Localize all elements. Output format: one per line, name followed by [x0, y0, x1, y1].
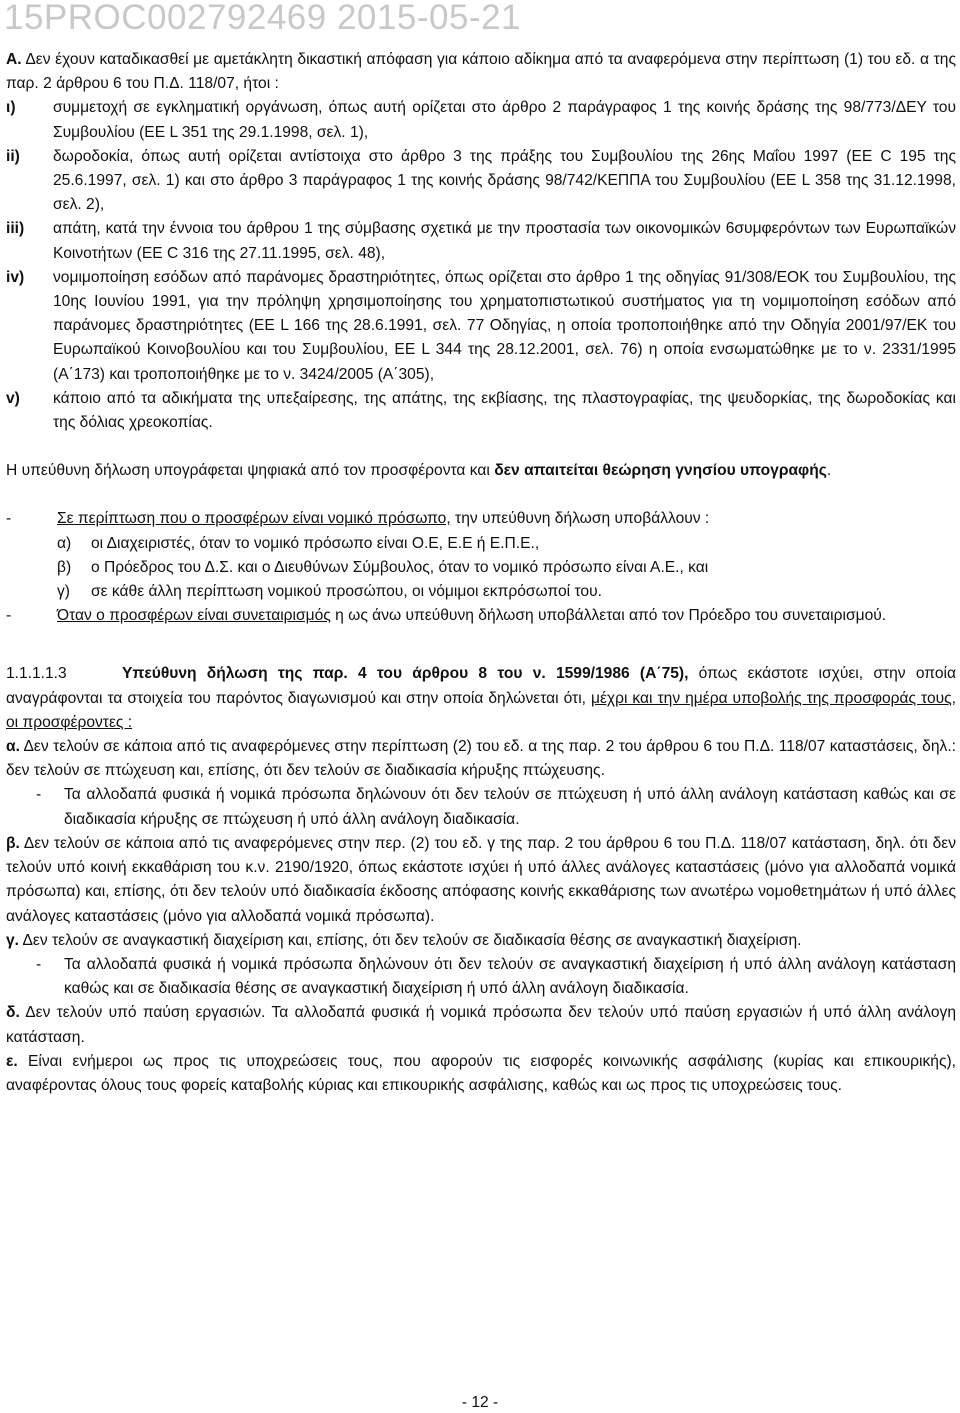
offence-list	[6, 96, 956, 435]
offence-item	[6, 145, 956, 218]
signatory-item	[6, 532, 956, 556]
offence-text: κάποιο από τα αδικήματα της υπεξαίρεσης, της απάτης, της εκβίασης, της πλαστογραφίας, της ψευδορκίας, της δωροδοκίας και της δόλιας χρεοκοπίας.	[53, 389, 956, 432]
point-letter: δ.	[6, 1004, 20, 1022]
signature-note-end: .	[826, 462, 832, 480]
offence-item	[6, 217, 956, 265]
offence-number: ι)	[6, 99, 16, 117]
legal-entity-clause	[6, 507, 956, 531]
legal-entity-underlined: Σε περίπτωση που ο προσφέρων είναι νομικό πρόσωπο,	[57, 510, 451, 528]
section-a-intro	[6, 48, 956, 96]
point-a-foreign	[6, 783, 956, 831]
section-heading-bold: Υπεύθυνη δήλωση της παρ. 4 του άρθρου 8 του ν. 1599/1986 (Α΄75),	[122, 665, 689, 683]
list-dash: -	[36, 955, 42, 973]
point-letter: ε.	[6, 1052, 18, 1070]
list-dash: -	[6, 607, 12, 625]
point-b	[6, 832, 956, 929]
signatory-text: σε κάθε άλλη περίπτωση νομικού προσώπου, οι νόμιμοι εκπρόσωποί του.	[91, 583, 602, 601]
offence-number: iii)	[6, 220, 25, 238]
page-number: - 12 -	[461, 1394, 499, 1411]
offence-text: απάτη, κατά την έννοια του άρθρου 1 της σύμβασης σχετικά με την προστασία των οικονομικών 6συμφερόντων των Ευρωπαϊκών Κοινοτήτων (ΕΕ C 316 της 27.11.1995, σελ. 48),	[53, 220, 956, 262]
offence-item	[6, 96, 956, 144]
point-letter: α.	[6, 738, 20, 756]
signatory-item	[6, 556, 956, 580]
signature-note	[6, 459, 956, 483]
point-e	[6, 1050, 956, 1098]
point-text: Δεν τελούν υπό παύση εργασιών. Τα αλλοδαπά φυσικά ή νομικά πρόσωπα δεν τελούν υπό παύση εργασιών ή υπό άλλη ανάλογη κατάσταση.	[6, 1004, 956, 1046]
point-sub-text: Τα αλλοδαπά φυσικά ή νομικά πρόσωπα δηλώνουν ότι δεν τελούν σε πτώχευση ή υπό άλλη ανάλογη κατάσταση καθώς και σε διαδικασία κήρυξης σε πτώχευση ή υπό άλλη ανάλογη διαδικασία.	[64, 786, 956, 828]
point-text: Δεν τελούν σε αναγκαστική διαχείριση και, επίσης, ότι δεν τελούν σε διαδικασία θέσης σε αναγκαστική διαχείριση.	[19, 931, 802, 949]
signatory-letter: β)	[57, 558, 72, 576]
point-c	[6, 929, 956, 953]
signature-note-bold: δεν απαιτείται θεώρηση γνησίου υπογραφής	[494, 462, 827, 480]
point-letter: β.	[6, 834, 20, 852]
point-a	[6, 735, 956, 783]
signatory-item	[6, 580, 956, 604]
point-sub-text: Τα αλλοδαπά φυσικά ή νομικά πρόσωπα δηλώνουν ότι δεν τελούν σε αναγκαστική διαχείριση ή υπό άλλη ανάλογη κατάσταση καθώς και σε διαδικασία θέσης σε αναγκαστική διαχείριση ή υπό άλλη ανάλογη διαδικασία.	[64, 955, 956, 998]
cooperative-text: η ως άνω υπεύθυνη δήλωση υποβάλλεται από τον Πρόεδρο του συνεταιρισμού.	[330, 607, 887, 625]
section-number: 1.1.1.1.3	[6, 665, 67, 683]
section-a-lead: Α.	[6, 51, 22, 68]
point-text: Δεν τελούν σε κάποια από τις αναφερόμενες στην περίπτωση (2) του εδ. α της παρ. 2 του άρθρου 6 του Π.Δ. 118/07 καταστάσεις, δηλ.: δεν τελούν σε πτώχευση και, επίσης, ότι δεν τελούν σε διαδικασία κήρυξης πτώχευσης.	[6, 738, 956, 780]
section-a-text: Δεν έχουν καταδικασθεί με αμετάκλητη δικαστική απόφαση για κάποιο αδίκημα από τα αναφερόμενα στην περίπτωση (1) του εδ. α της παρ. 2 άρθρου 6 του Π.Δ. 118/07, ήτοι :	[6, 51, 956, 93]
point-text: Δεν τελούν σε κάποια από τις αναφερόμενες στην περ. (2) του εδ. γ της παρ. 2 του άρθρου 6 του Π.Δ. 118/07 κατάσταση, δηλ. ότι δεν τελούν υπό κοινή εκκαθάριση του κ.ν. 2190/1920, όπως εκάστοτε ισχύει ή υπό άλλες ανάλογες καταστάσεις (μόνο για αλλοδαπά νομικά πρόσωπα) και, επίσης, ότι δεν τελούν υπό διαδικασία έκδοσης απόφασης κοινής εκκαθάρισης των ανωτέρω νομοθετημάτων ή υπό άλλες ανάλογες καταστάσεις (μόνο για αλλοδαπά νομικά πρόσωπα).	[6, 834, 956, 925]
offence-text: νομιμοποίηση εσόδων από παράνομες δραστηριότητες, όπως ορίζεται στο άρθρο 1 της οδηγίας 91/308/ΕΟΚ του Συμβουλίου, της 10ης Ιουνίου 1991, για την πρόληψη χρησιμοποίησης του χρηματοπιστωτικού συστήματος για τη νομιμοποίηση εσόδων από παράνομες δραστηριότητες (ΕΕ L 166 της 28.6.1991, σελ. 77 Οδηγίας, η οποία τροποποιήθηκε από την Οδηγία 2001/97/ΕΚ του Ευρωπαϊκού Κοινοβουλίου και του Συμβουλίου, ΕΕ L 344 της 28.12.2001, σελ. 76) η οποία ενσωματώθηκε με το ν. 2331/1995 (Α΄173) και τροποποιήθηκε με το ν. 3424/2005 (Α΄305),	[53, 268, 956, 383]
section-heading	[6, 662, 956, 735]
signatory-letter: γ)	[57, 583, 70, 601]
point-d	[6, 1001, 956, 1049]
signature-note-text: Η υπεύθυνη δήλωση υπογράφεται ψηφιακά από τον προσφέροντα και	[6, 462, 495, 480]
section-heading-underlined: μέχρι και την ημέρα υποβολής της προσφοράς τους, οι προσφέροντες :	[6, 689, 956, 731]
offence-item	[6, 387, 956, 435]
cooperative-underlined: Όταν ο προσφέρων είναι συνεταιρισμός	[57, 607, 331, 625]
document-watermark: 15PROC002792469 2015-05-21	[4, 0, 521, 37]
point-text: Είναι ενήμεροι ως προς τις υποχρεώσεις τους, που αφορούν τις εισφορές κοινωνικής ασφάλισης (κυρίας και επικουρικής), αναφέροντας όλους τους φορείς καταβολής κύριας και επικουρικής ασφάλισης, καθώς και ως προς τις υποχρεώσεις τους.	[6, 1052, 956, 1094]
offence-number: iv)	[6, 268, 25, 286]
document-page	[6, 48, 956, 1098]
offence-number: ii)	[6, 147, 20, 165]
offence-text: δωροδοκία, όπως αυτή ορίζεται αντίστοιχα στο άρθρο 3 της πράξης του Συμβουλίου της 26ης Μαΐου 1997 (ΕΕ C 195 της 25.6.1997, σελ. 1) και στο άρθρο 3 παράγραφος 1 της κοινής δράσης 98/742/ΚΕΠΠΑ του Συμβουλίου (ΕΕ L 358 της 31.12.1998, σελ. 2),	[53, 147, 956, 214]
offence-text: συμμετοχή σε εγκληματική οργάνωση, όπως αυτή ορίζεται στο άρθρο 2 παράγραφος 1 της κοινής δράσης της 98/773/ΔΕΥ του Συμβουλίου (ΕΕ L 351 της 29.1.1998, σελ. 1),	[53, 99, 956, 141]
list-dash: -	[36, 786, 42, 804]
section-heading-text: όπως εκάστοτε ισχύει, στην οποία αναγράφονται τα στοιχεία του παρόντος διαγωνισμού και στην οποία δηλώνεται ότι,	[6, 665, 956, 707]
cooperative-clause	[6, 604, 956, 628]
list-dash: -	[6, 510, 12, 528]
point-c-foreign	[6, 953, 956, 1001]
signatory-text: οι Διαχειριστές, όταν το νομικό πρόσωπο είναι Ο.Ε, Ε.Ε ή Ε.Π.Ε.,	[91, 534, 540, 552]
signatory-letter: α)	[57, 534, 72, 552]
offence-item	[6, 266, 956, 387]
offence-number: v)	[6, 389, 20, 407]
point-letter: γ.	[6, 931, 20, 949]
legal-entity-text: την υπεύθυνη δήλωση υποβάλλουν :	[450, 510, 710, 528]
signatory-text: ο Πρόεδρος του Δ.Σ. και ο Διευθύνων Σύμβουλος, όταν το νομικό πρόσωπο είναι Α.Ε., και	[91, 558, 709, 576]
